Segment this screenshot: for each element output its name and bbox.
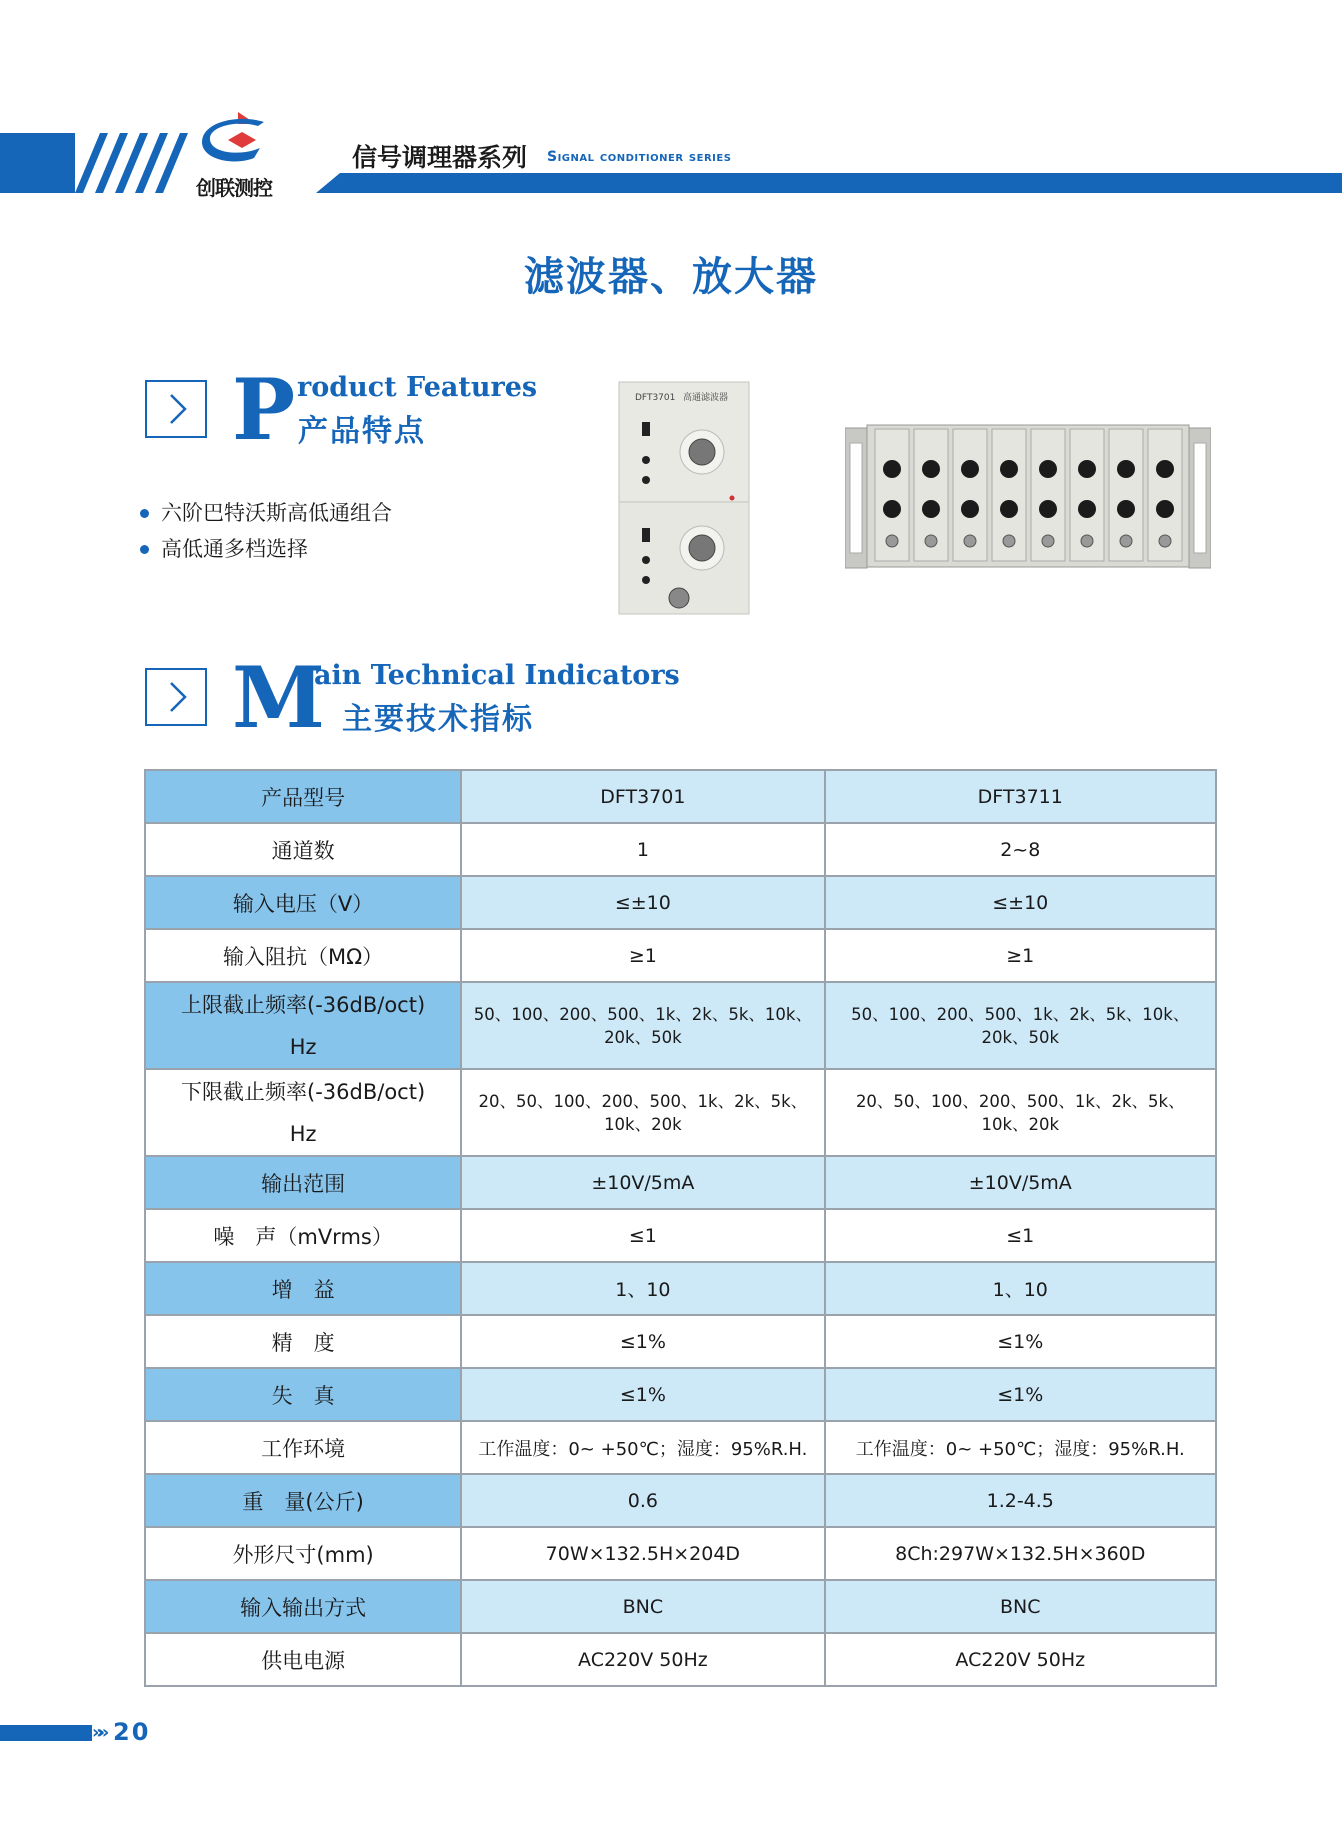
list-item: 六阶巴特沃斯高低通组合 xyxy=(140,495,392,531)
product-image-dft3701 xyxy=(617,380,751,616)
row-label: 噪 声（mVrms） xyxy=(145,1209,461,1262)
row-label: 失 真 xyxy=(145,1368,461,1421)
product-model-label: DFT3701 xyxy=(635,393,676,403)
bullet-icon xyxy=(140,509,149,518)
row-label: 输入电压（V） xyxy=(145,876,461,929)
table-row xyxy=(145,823,1216,876)
row-label: 输出范围 xyxy=(145,1156,461,1209)
row-label: 外形尺寸(mm) xyxy=(145,1527,461,1580)
cell-dft3711: BNC xyxy=(825,1580,1216,1633)
row-label: 输入阻抗（MΩ） xyxy=(145,929,461,982)
table-row xyxy=(145,1580,1216,1633)
cell-dft3701: ≤1 xyxy=(461,1209,824,1262)
cell-dft3711: 20、50、100、200、500、1k、2k、5k、 10k、20k xyxy=(825,1069,1216,1156)
cell-dft3701: 20、50、100、200、500、1k、2k、5k、 10k、20k xyxy=(461,1069,824,1156)
table-row xyxy=(145,929,1216,982)
section-marker-features xyxy=(145,380,207,438)
table-row xyxy=(145,1527,1216,1580)
cell-dft3711: DFT3711 xyxy=(825,770,1216,823)
cell-dft3701: ±10V/5mA xyxy=(461,1156,824,1209)
company-logo xyxy=(198,110,278,170)
cell-dft3701: 0.6 xyxy=(461,1474,824,1527)
features-title-en: roduct Features xyxy=(297,372,538,403)
row-label: 供电电源 xyxy=(145,1633,461,1686)
cell-dft3701: AC220V 50Hz xyxy=(461,1633,824,1686)
list-item: 高低通多档选择 xyxy=(140,531,392,567)
table-row xyxy=(145,982,1216,1069)
row-label: 重 量(公斤) xyxy=(145,1474,461,1527)
cell-dft3711: ≤1% xyxy=(825,1368,1216,1421)
table-row xyxy=(145,1633,1216,1686)
cell-dft3701: 工作温度：0~ +50℃；湿度：95%R.H. xyxy=(461,1421,824,1474)
cell-dft3701: 1、10 xyxy=(461,1262,824,1315)
cell-dft3701: 50、100、200、500、1k、2k、5k、10k、 20k、50k xyxy=(461,982,824,1069)
row-label: 精 度 xyxy=(145,1315,461,1368)
cell-dft3701: DFT3701 xyxy=(461,770,824,823)
cell-dft3701: ≤1% xyxy=(461,1315,824,1368)
footer-bar xyxy=(0,1725,92,1741)
cell-dft3701: 70W×132.5H×204D xyxy=(461,1527,824,1580)
page-title: 滤波器、放大器 xyxy=(524,253,818,300)
page-number: 20 xyxy=(113,1718,151,1746)
table-row xyxy=(145,876,1216,929)
cell-dft3711: ≤1% xyxy=(825,1315,1216,1368)
cell-dft3711: ±10V/5mA xyxy=(825,1156,1216,1209)
indicators-title-cn: 主要技术指标 xyxy=(342,702,534,737)
cell-dft3711: ≤±10 xyxy=(825,876,1216,929)
cell-dft3711: ≤1 xyxy=(825,1209,1216,1262)
cell-dft3701: BNC xyxy=(461,1580,824,1633)
cell-dft3711: 2~8 xyxy=(825,823,1216,876)
cell-dft3711: 8Ch:297W×132.5H×360D xyxy=(825,1527,1216,1580)
chevron-right-icon xyxy=(147,670,205,724)
header-stripes xyxy=(75,133,195,193)
table-row xyxy=(145,1156,1216,1209)
features-big-letter: P xyxy=(232,360,296,459)
cell-dft3711: ≥1 xyxy=(825,929,1216,982)
features-title-cn: 产品特点 xyxy=(298,414,426,449)
cell-dft3701: ≤±10 xyxy=(461,876,824,929)
table-row xyxy=(145,1368,1216,1421)
table-row xyxy=(145,1209,1216,1262)
cell-dft3711: 1.2-4.5 xyxy=(825,1474,1216,1527)
row-label: 输入输出方式 xyxy=(145,1580,461,1633)
cell-dft3711: 1、10 xyxy=(825,1262,1216,1315)
section-marker-indicators xyxy=(145,668,207,726)
row-label: 通道数 xyxy=(145,823,461,876)
cell-dft3711: AC220V 50Hz xyxy=(825,1633,1216,1686)
header-bar-right xyxy=(340,173,1342,193)
cell-dft3701: ≤1% xyxy=(461,1368,824,1421)
cell-dft3701: 1 xyxy=(461,823,824,876)
table-row xyxy=(145,1315,1216,1368)
chevron-right-icon xyxy=(147,382,205,436)
brand-name: 创联测控 xyxy=(196,176,272,200)
indicators-big-letter: M xyxy=(232,648,325,747)
indicators-title-en: ain Technical Indicators xyxy=(314,660,680,691)
cell-dft3701: ≥1 xyxy=(461,929,824,982)
table-row xyxy=(145,770,1216,823)
product-image-dft3711-rack xyxy=(845,423,1211,573)
cell-dft3711: 工作温度：0~ +50℃；湿度：95%R.H. xyxy=(825,1421,1216,1474)
series-title-cn: 信号调理器系列 xyxy=(352,143,528,172)
cell-dft3711: 50、100、200、500、1k、2k、5k、10k、 20k、50k xyxy=(825,982,1216,1069)
row-label: 增 益 xyxy=(145,1262,461,1315)
product-type-label: 高通滤波器 xyxy=(683,393,729,403)
table-row xyxy=(145,1421,1216,1474)
table-row xyxy=(145,1262,1216,1315)
row-label: 下限截止频率(-36dB/oct) Hz xyxy=(145,1069,461,1156)
row-label: 上限截止频率(-36dB/oct) Hz xyxy=(145,982,461,1069)
table-row xyxy=(145,1069,1216,1156)
series-title-en: Signal conditioner series xyxy=(547,149,732,165)
table-row xyxy=(145,1474,1216,1527)
features-list xyxy=(140,495,392,567)
row-label: 工作环境 xyxy=(145,1421,461,1474)
spec-table xyxy=(144,769,1217,1687)
bullet-icon xyxy=(140,545,149,554)
row-label: 产品型号 xyxy=(145,770,461,823)
footer-arrows-icon: »» xyxy=(92,1722,104,1743)
